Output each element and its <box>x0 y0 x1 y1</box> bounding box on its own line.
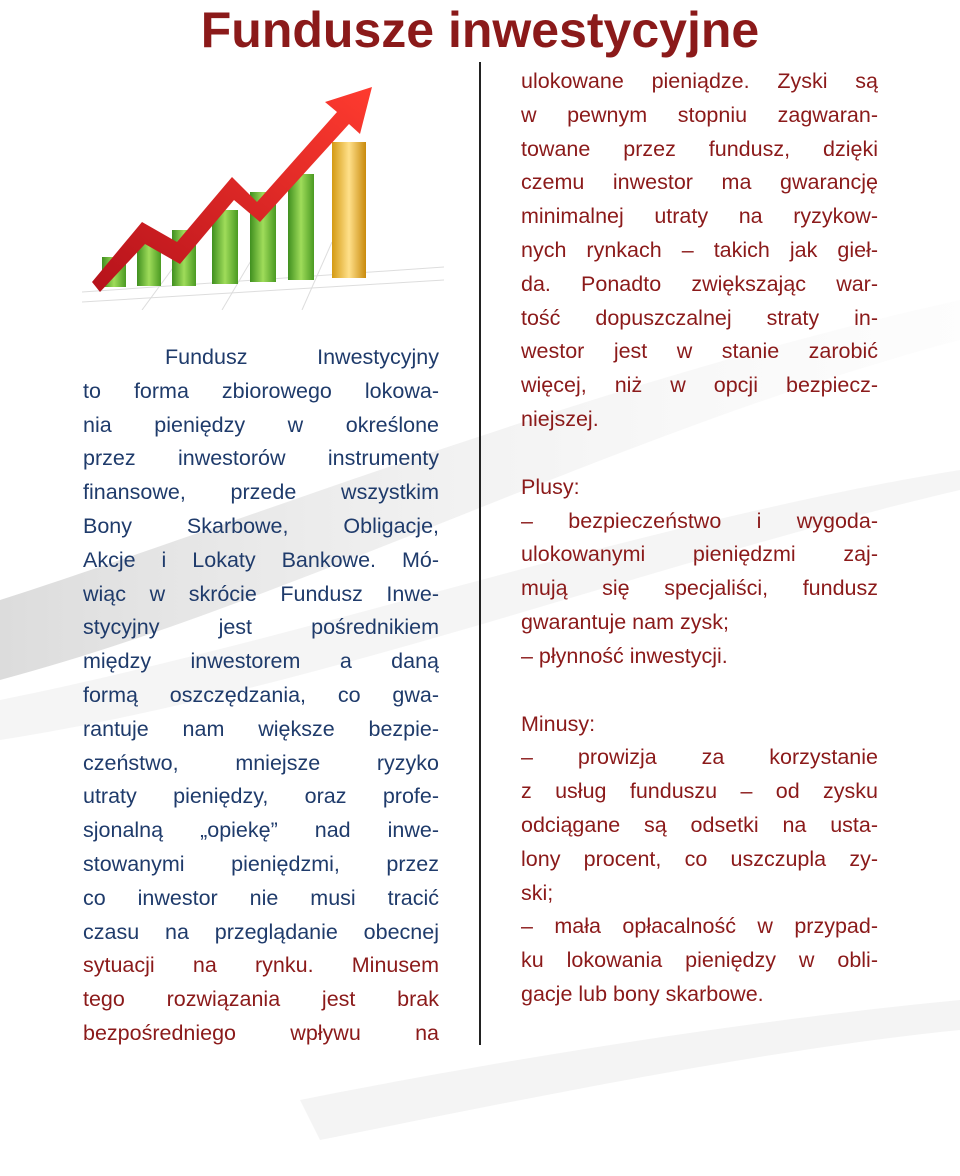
text-line: minimalnej utraty na ryzykow- <box>521 204 878 229</box>
text-line: Akcje i Lokaty Bankowe. Mó- <box>83 547 439 572</box>
text-line: czasu na przeglądanie obecnej <box>83 919 439 944</box>
text-line: to forma zbiorowego lokowa- <box>83 378 439 403</box>
text-line: towane przez fundusz, dzięki <box>521 136 878 161</box>
list-item: odciągane są odsetki na usta- <box>521 812 878 837</box>
text-line: ulokowane pieniądze. Zyski są <box>521 69 878 93</box>
plusy-section <box>521 471 878 674</box>
list-item: gacje lub bony skarbowe. <box>521 981 764 1006</box>
text-line: tego rozwiązania jest brak <box>83 987 439 1012</box>
list-item: gwarantuje nam zysk; <box>521 609 729 634</box>
text-line: sytuacji na rynku. Minusem <box>83 953 439 978</box>
text-line: co inwestor nie musi tracić <box>83 885 439 910</box>
text-line: tość dopuszczalnej straty in- <box>521 305 878 330</box>
list-item: – płynność inwestycji. <box>521 643 728 668</box>
list-item: – prowizja za korzystanie <box>521 745 878 770</box>
list-item: – mała opłacalność w przypad- <box>521 914 878 939</box>
page-title: Fundusze inwestycyjne <box>200 2 760 58</box>
text-line: Fundusz Inwestycyjny <box>165 345 439 369</box>
growth-chart-with-arrow-icon <box>82 82 444 310</box>
text-line: więcej, niż w opcji bezpiecz- <box>521 373 878 398</box>
text-line: finansowe, przede wszystkim <box>83 480 439 505</box>
text-line: sjonalną „opiekę” nad inwe- <box>83 818 439 843</box>
text-line: westor jest w stanie zarobić <box>521 339 878 364</box>
column-divider <box>479 62 481 1045</box>
text-line: stowanymi pieniędzmi, przez <box>83 851 439 876</box>
right-column <box>521 65 878 1012</box>
text-line: bezpośredniego wpływu na <box>83 1020 439 1045</box>
list-item: lony procent, co uszczupla zy- <box>521 846 878 871</box>
text-line: nych rynkach – takich jak gieł- <box>521 237 878 262</box>
list-item: ski; <box>521 880 554 905</box>
text-line: czeństwo, mniejsze ryzyko <box>83 750 439 775</box>
text-line: formą oszczędzania, co gwa- <box>83 682 439 707</box>
minusy-heading: Minusy: <box>521 711 596 736</box>
text-line: stycyjny jest pośrednikiem <box>83 615 439 640</box>
text-line: rantuje nam większe bezpie- <box>83 716 439 741</box>
text-line: przez inwestorów instrumenty <box>83 446 439 471</box>
plusy-heading: Plusy: <box>521 474 580 499</box>
text-line: nia pieniędzy w określone <box>83 412 439 437</box>
text-line: między inwestorem a daną <box>83 649 439 674</box>
list-item: – bezpieczeństwo i wygoda- <box>521 508 878 533</box>
list-item: ulokowanymi pieniędzmi zaj- <box>521 542 878 567</box>
text-line: niejszej. <box>521 406 599 431</box>
text-line: czemu inwestor ma gwarancję <box>521 170 878 195</box>
text-line: Bony Skarbowe, Obligacje, <box>83 513 439 538</box>
text-line: da. Ponadto zwiększając war- <box>521 271 878 296</box>
text-line: utraty pieniędzy, oraz profe- <box>83 784 439 809</box>
left-column <box>83 341 439 1051</box>
text-line: wiąc w skrócie Fundusz Inwe- <box>83 581 439 606</box>
list-item: ku lokowania pieniędzy w obli- <box>521 948 878 973</box>
minusy-section <box>521 708 878 1012</box>
list-item: mują się specjaliści, fundusz <box>521 576 878 601</box>
intro-paragraph <box>521 65 878 437</box>
list-item: z usług funduszu – od zysku <box>521 779 878 804</box>
text-line: w pewnym stopniu zagwaran- <box>521 102 878 127</box>
